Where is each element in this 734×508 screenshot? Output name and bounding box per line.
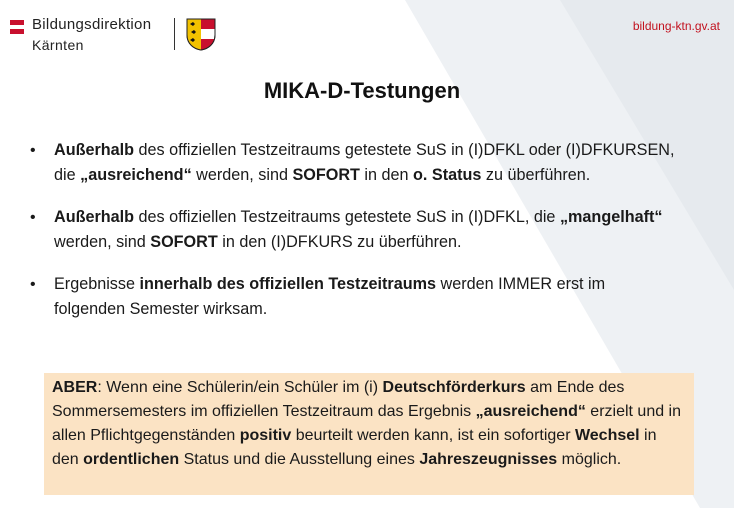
carinthia-coat-of-arms-icon — [186, 18, 216, 51]
org-name: Bildungsdirektion — [32, 16, 152, 33]
header — [0, 0, 734, 62]
list-item: • Außerhalb des offiziellen Testzeitraums getestete SuS in (I)DFKL, die „mangelhaft“ werden, sind SOFORT in den (I)DFKURS zu überführen. — [30, 205, 680, 255]
org-region: Kärnten — [32, 37, 84, 53]
highlight-note: ABER: Wenn eine Schülerin/ein Schüler im (i) Deutschförderkurs am Ende des Sommersemesters im offiziellen Testzeitraum das Ergebnis „ausreichend“ erzielt und in allen Pflichtgegenständen positiv beurteilt werden kann, ist ein sofortiger Wechsel in den ordentlichen Status und die Ausstellung eines Jahreszeugnisses möglich. — [44, 373, 694, 495]
list-item: • Ergebnisse innerhalb des offiziellen Testzeitraums werden IMMER erst im folgenden Semester wirksam. — [30, 272, 680, 322]
page-title: MIKA-D-Testungen — [263, 78, 461, 103]
website-url[interactable]: bildung-ktn.gv.at — [632, 19, 720, 33]
austria-flag-icon — [10, 20, 24, 34]
list-item: • Außerhalb des offiziellen Testzeitraums getestete SuS in (I)DFKL oder (I)DFKURSEN, die „ausreichend“ werden, sind SOFORT in den o. Status zu überführen. — [30, 138, 680, 188]
bullet-list — [30, 138, 680, 339]
header-divider — [174, 18, 175, 50]
